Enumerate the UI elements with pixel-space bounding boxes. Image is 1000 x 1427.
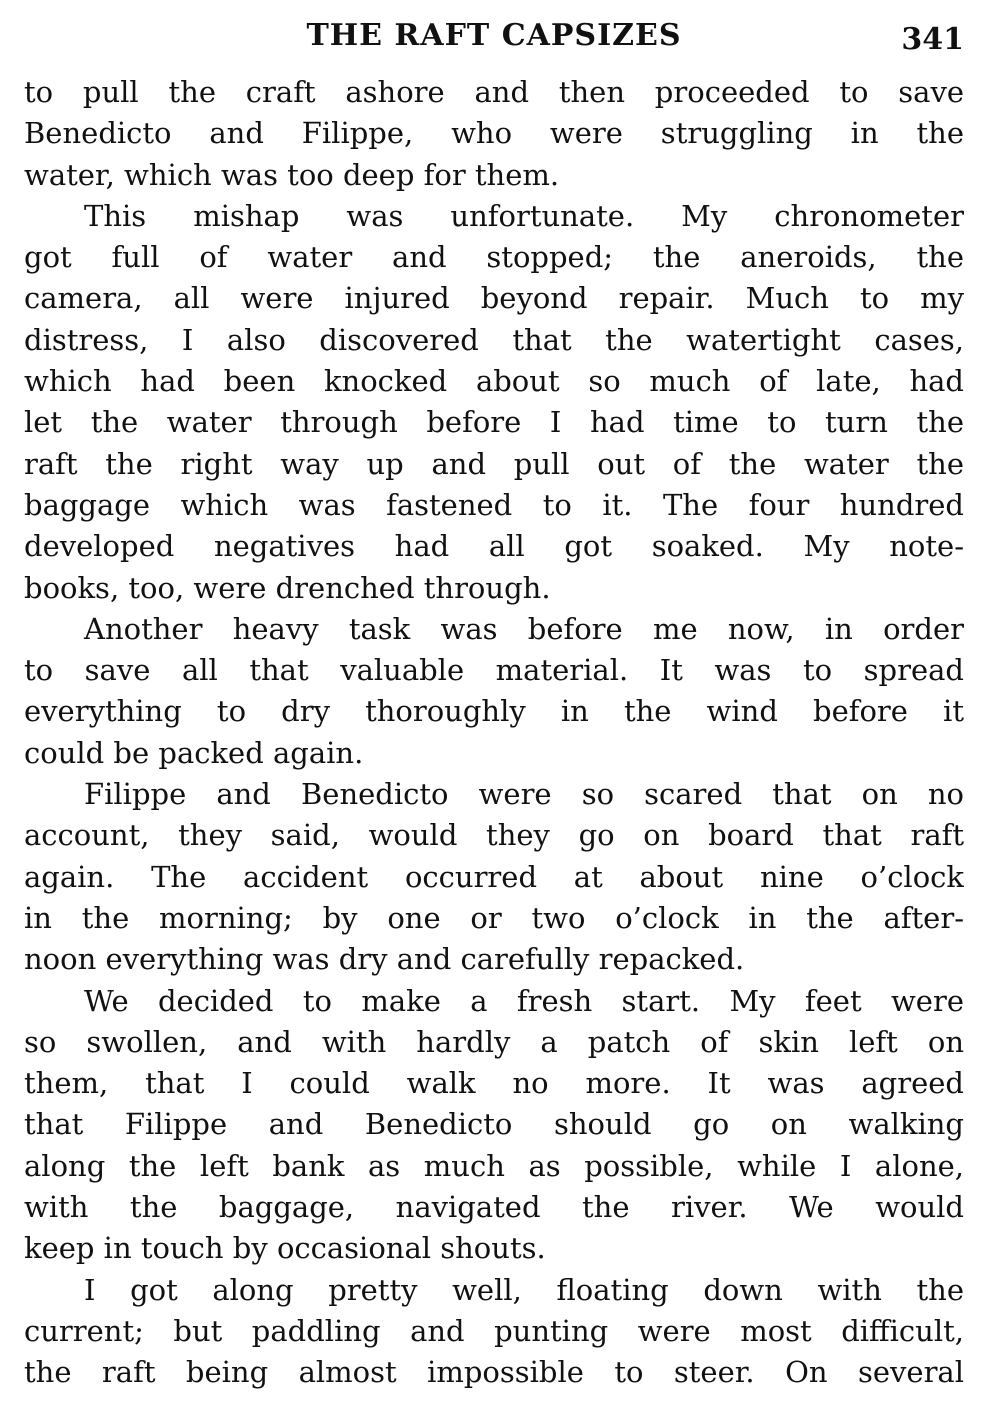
text-line: with the baggage, navigated the river. We would [24,1190,964,1225]
text-line: along the left bank as much as possible, while I alone, [24,1148,964,1183]
text-line: water, which was too deep for them. [24,157,560,192]
text-line: We decided to make a fresh start. My feet were [84,983,964,1018]
text-line: let the water through before I had time to turn the [24,405,964,440]
text-line: developed negatives had all got soaked. My note- [24,529,964,564]
text-line: Filippe and Benedicto were so scared that on no [84,777,964,812]
text-line: in the morning; by one or two o’clock in the after- [24,900,964,935]
text-line: noon everything was dry and carefully repacked. [24,942,745,977]
text-line: could be packed again. [24,735,364,770]
text-line: keep in touch by occasional shouts. [24,1231,546,1266]
text-line: to pull the craft ashore and then proceeded to save [24,75,964,109]
text-line: books, too, were drenched through. [24,570,551,605]
text-line: got full of water and stopped; the aneroids, the [24,240,964,275]
text-line: Another heavy task was before me now, in order [84,611,964,646]
text-line: raft the right way up and pull out of the water the [24,446,964,481]
page-number: 341 [901,22,964,57]
text-line: that Filippe and Benedicto should go on walking [24,1107,964,1142]
text-line: Benedicto and Filippe, who were struggling in the [24,116,964,151]
text-line: account, they said, would they go on board that raft [24,818,964,853]
text-line: everything to dry thoroughly in the wind before it [24,694,964,729]
text-line: I got along pretty well, floating down with the [84,1272,964,1307]
text-line: the raft being almost impossible to steer. On several [24,1355,964,1390]
body-text [24,72,964,1394]
text-line: which had been knocked about so much of late, had [24,364,964,399]
text-line: current; but paddling and punting were most difficult, [24,1313,964,1348]
text-line: so swollen, and with hardly a patch of skin left on [24,1024,964,1059]
page-header [24,14,964,72]
text-line: baggage which was fastened to it. The four hundred [24,487,964,522]
running-title: THE RAFT CAPSIZES [306,18,682,53]
book-page [24,14,964,1394]
text-line: them, that I could walk no more. It was agreed [24,1066,964,1101]
text-line: to save all that valuable material. It was to spread [24,653,964,688]
text-line: camera, all were injured beyond repair. Much to my [24,281,964,316]
text-line: distress, I also discovered that the watertight cases, [24,322,964,357]
text-line: again. The accident occurred at about nine o’clock [24,859,964,894]
text-line: This mishap was unfortunate. My chronometer [84,198,964,233]
